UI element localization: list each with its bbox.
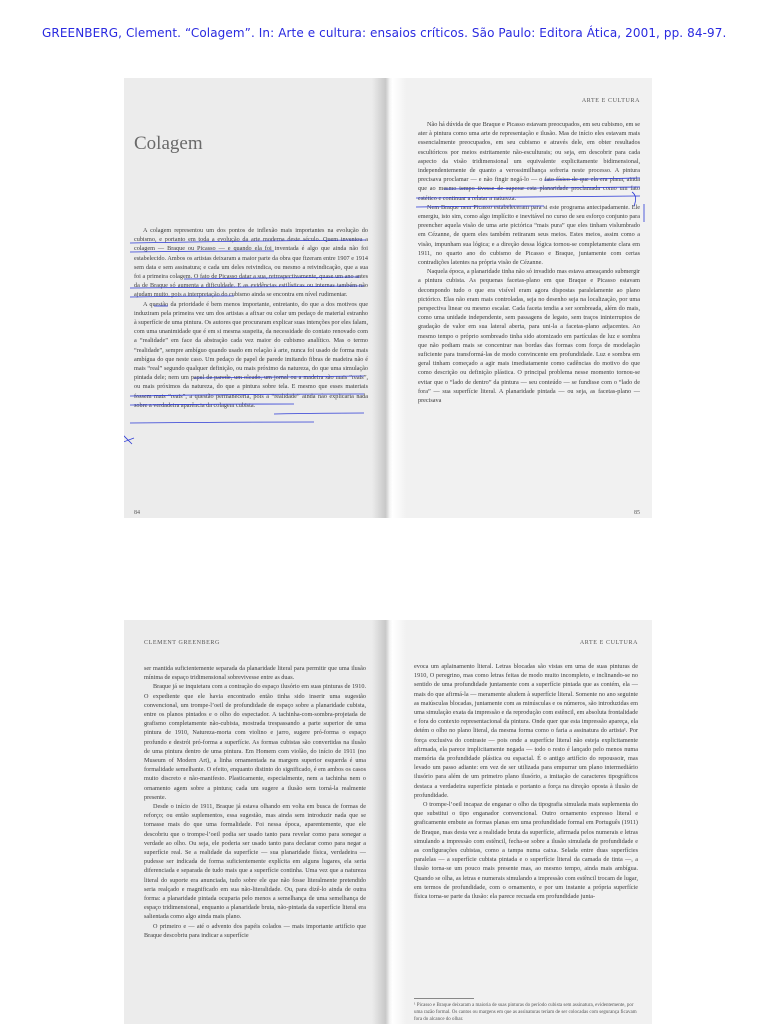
book-gutter: [372, 78, 406, 518]
paragraph: O primeiro e — até o advento dos papéis colados — mais importante artifício que Braque descobriu para indicar a superfície: [144, 922, 366, 939]
page-number: 85: [634, 510, 640, 516]
chapter-title: Colagem: [134, 132, 203, 154]
paragraph: Não há dúvida de que Braque e Picasso estavam preocupados, em seu cubismo, em se ater à pintura como uma arte de representação e ilusão. Mas de início eles estavam mais essencialmente preocupados, em seu cubismo e através dele, em obter resultados escultóricos por meios estritamente não-esculturais; ou seja, em descobrir para cada aspecto da visão tridimensional um equivalente explicitamente bidimensional, independentemente de quanto a verossimilhança sofreria neste processo. A pintura precisava proclamar — e não fingir negá-lo — o fato físico de que ela era plana, ainda que ao mesmo tempo tivesse de superar esta planaridade proclamada como um fato estético e continuar a relatar a natureza.: [418, 121, 640, 202]
paragraph: O trompe-l’oeil incapaz de enganar o olho da tipografia simulada mais suplementa do que substitui o tipo enganador convencional. Outro ornamento expresso literal e graficamente embute as formas planas em uma profundidade formal em Português (1911) de Braque, mas desta vez a realidade bruta da superfície, afirmada pelos numerais e letras simulando a impressão com estêncil, fecha-se sobre a ilusão simulada de profundidade e as configurações cubistas, como a tampa numa caixa. Selada entre duas superfícies paralelas — a superfície cubista pintada e o superfície literal da camada de tinta —, a ilusão torna-se um pouco mais presente mas, ao mesmo tempo, ainda mais ambígua. Quando se olha, as letras e numerais simulando a impressão com estêncil trocam de lugar, em termos de profundidade, com o ornamento, e por um instante a própria superfície física torna-se parte da ilusão: ela parece recuada em profundidade junta-: [414, 801, 638, 901]
paragraph: Braque já se inquietara com a contração do espaço ilusório em suas pinturas de 1910. O expediente que ele havia encontrado então tinha sido inserir uma sugestão convencional, um trompe-l’oeil de profundidade de espaço sobre a planaridade cubista, entre os planos pintados e o olho do espectador. A tachinha-com-sombra-projetada de grafismo completamente não-cubista, mostrada trespassando a parte superior de uma pintura de 1910, Natureza-morta com violino e jarro, sugere pró-forma o espaço profundo e destrói pró-forma a superfície. As formas cubistas são convertidas na ilusão de uma pintura dentro de uma pintura. Em Homem com violão, do início de 1911 (no Museum of Modern Art), a linha ornamentada na margem superior esquerda é uma formalidade semelhante. O efeito, enquanto distinto do significado, é em ambos os casos muito discreto e não-manifesto. Plasticamente, especialmente, nem a tachinha nem o ornamento agem sobre a pintura; cada um sugere a ilusão sem torná-la realmente presente.: [144, 683, 366, 801]
paragraph: Naquela época, a planaridade tinha não só invadido mas estava ameaçando submergir a pintura cubista. As pequenas facetas-plano em que Braque e Picasso estavam decompondo tudo o que era visível eram agora dispostas paralelamente ao plano pictórico. Elas não eram mais controladas, seja no desenho seja na localização, por uma perspectiva linear ou mesmo escalar. Cada faceta tendia a ser sombreada, além do mais, como uma unidade independente, sem passagens de legato, sem traços ininterruptos de gradação de valor em sua lateral aberta, para uni-la a facetas-plano adjacentes. Ao mesmo tempo o próprio sombreado tinha sido atomizado em partículas de luz e sombra que não podiam mais se concentrar nas bordas das formas com força de modelação suficiente para transformá-las de modo convincente em profundidade. Luz e sombra em geral tinham começado a agir mais imediatamente como cadências do motivo do que como descrição ou definição plástica. O principal problema nesse momento tornou-se evitar que o “lado de dentro” da pintura — seu conteúdo — se fundisse com o “lado de fora” — sua superfície literal. A planaridade pintada — ou seja, as facetas-plano — precisava: [418, 268, 640, 405]
running-head: ARTE E CULTURA: [579, 640, 638, 646]
page-number: 84: [134, 510, 140, 516]
page-84-body: [134, 226, 368, 498]
paragraph: Desde o início de 1911, Braque já estava olhando em volta em busca de formas de reforço; ou então suplementos, essa sugestão, mas ainda sem introduzir nada que se tornasse mais do que uma formalidade. Foi nessa época, aparentemente, que ele descobriu que o trompe-l’oeil podia ser usado tanto para revelar como para sonegar a verdade ao olho. Ou seja, ele poderia ser usado tanto para declarar como para negar a superfície real. Se a realidade da superfície — sua planaridade física, verdadeira — pudesse ser indicada de forma suficientemente explícita em alguns lugares, ela seria diferenciada e separada de tudo mais que a superfície continha. Uma vez que a natureza literal do suporte era anunciada, tudo sobre ele que não fosse literalmente pretendido seria realçado e magnificado em sua não-literalidade. Ou, para dizê-lo ainda de outra forma: a planaridade pintada ocuparia pelo menos a semelhança de uma semelhança de espaço tridimensional, enquanto a planaridade bruta, não-pintada da superfície literal era salientada como algo ainda mais plano.: [144, 803, 366, 921]
book-spread-pages-84-85: [124, 78, 652, 518]
paragraph: A colagem representou um dos pontos de inflexão mais importantes na evolução do cubismo, e portanto em toda a evolução da arte moderna deste século. Quem inventou a colagem — Braque ou Picasso — e quando ela foi inventada é algo que ainda não foi estabelecido. Ambos os artistas deixaram a maior parte da obra que fizeram entre 1907 e 1914 sem data e sem assinatura; e cada um deles reivindica, ou mesmo a reivindicação, que a sua foi a primeira colagem. O fato de Picasso datar a sua, retrospectivamente, quase um ano antes da de Braque só aumenta a dificuldade. E as evidências estilísticas ou internas também não ajudam muito, pois a interpretação do cubismo ainda se encontra em nível rudimentar.: [134, 227, 368, 299]
page-87: [388, 620, 652, 1024]
running-head: CLEMENT GREENBERG: [144, 640, 220, 646]
footnote-rule: [414, 998, 474, 999]
citation-header: GREENBERG, Clement. “Colagem”. In: Arte e cultura: ensaios críticos. São Paulo: Editora Ática, 2001, pp. 84-97.: [42, 26, 727, 40]
page-85-body: [418, 120, 640, 498]
page-85: [388, 78, 652, 518]
page-86-body: [144, 664, 366, 1022]
paragraph: ser mantida suficientemente separada da planaridade literal para permitir que uma ilusão mínima de espaço tridimensional sobrevivesse entre as duas.: [144, 665, 366, 682]
book-gutter: [372, 620, 406, 1024]
book-spread-pages-86-87: [124, 620, 652, 1024]
paragraph: Nem Braque nem Picasso estabeleceram para si este programa antecipadamente. Ele emergiu, isto sim, como algo implícito e inevitável no curso de seu esforço conjunto para preencher aquela visão de uma arte pictórica “mais pura” que eles tinham vislumbrado em Cézanne, de quem eles também retiraram seus meios. Estes meios, assim como a visão, impunham sua lógica; e a direção dessa lógica tornou-se completamente clara em 1911, no quarto ano do cubismo de Picasso e Braque, juntamente com certas contradições latentes na própria visão de Cézanne.: [418, 203, 640, 267]
page-86: [124, 620, 388, 1024]
running-head: ARTE E CULTURA: [581, 98, 640, 104]
page-84: [124, 78, 388, 518]
page-87-body: [414, 662, 638, 976]
footnote: ¹ Picasso e Braque deixaram a maioria de suas pinturas do período cubista sem assinatura, evidentemente, por uma razão formal. Os cantos ou margens em que as assinaturas teriam de ser colocadas com segurança ficavam fora do alcance do olhar.: [414, 1003, 637, 1022]
paragraph: A questão da prioridade é bem menos importante, entretanto, do que a dos motivos que induziram pela primeira vez um dos artistas a afixar ou colar um pedaço de material estranho à superfície de uma pintura. Os autores que procuraram explicar suas intenções por eles falam, com uma unanimidade que é em si mesma suspeita, da necessidade do contato renovado com a “realidade” em face da abstração cada vez maior do cubismo analítico. Mas o termo “realidade”, sempre ambíguo quando usado em relação à arte, nunca foi usado de forma mais ambígua do que neste caso. Um pedaço de papel de parede imitando fibras de madeira não é mais “real” segundo qualquer definição, ou mais próximo da natureza, do que uma simulação pintada dele; nem um papel de parede, um oleado, um jornal ou a madeira são mais “reais”, ou mais próximos da natureza, do que a pintura sobre tela. E mesmo que esses materiais fossem mais “reais”, a questão permaneceria, pois a “realidade” ainda não explicaria nada sobre a verdadeira aparência da colagem cubista.: [134, 300, 368, 409]
paragraph: evoca um aplainamento literal. Letras blocadas são vistas em uma de suas pinturas de 1910, O peregrino, mas como letras feitas de modo muito incompleto, e inclinando-se no sentido de uma profundidade juntamente com a superfície pintada que as contém, ela — mais do que afirmá-la — meramente aludem à superfície literal. Somente no ano seguinte as maiúsculas blocadas, juntamente com as minúsculas e os números, são introduzidas em uma simulação exata da impressão e da reprodução com estêncil, em absoluta frontalidade e fora do contexto representacional da pintura. Onde quer que esta impressão apareça, ela detém o olho no plano literal, da mesma forma como o faria a assinatura do artista¹. Por força exclusiva do contraste — pois onde a superfície literal não esteja explicitamente afirmada, ela parece implicitamente negada — todo o resto é lançado pelo menos numa memória da profundidade plástica ou espacial. É o antigo artifício do repoussoir, mas levado um passo adiante: em vez de ser utilizada para empurrar um plano intermediário ilusório para além de um primeiro plano ilusório, a imitação de caracteres tipográficos destaca a verdadeira superfície pintada e portanto a força na direção oposta à ilusão de profundidade.: [414, 663, 638, 799]
